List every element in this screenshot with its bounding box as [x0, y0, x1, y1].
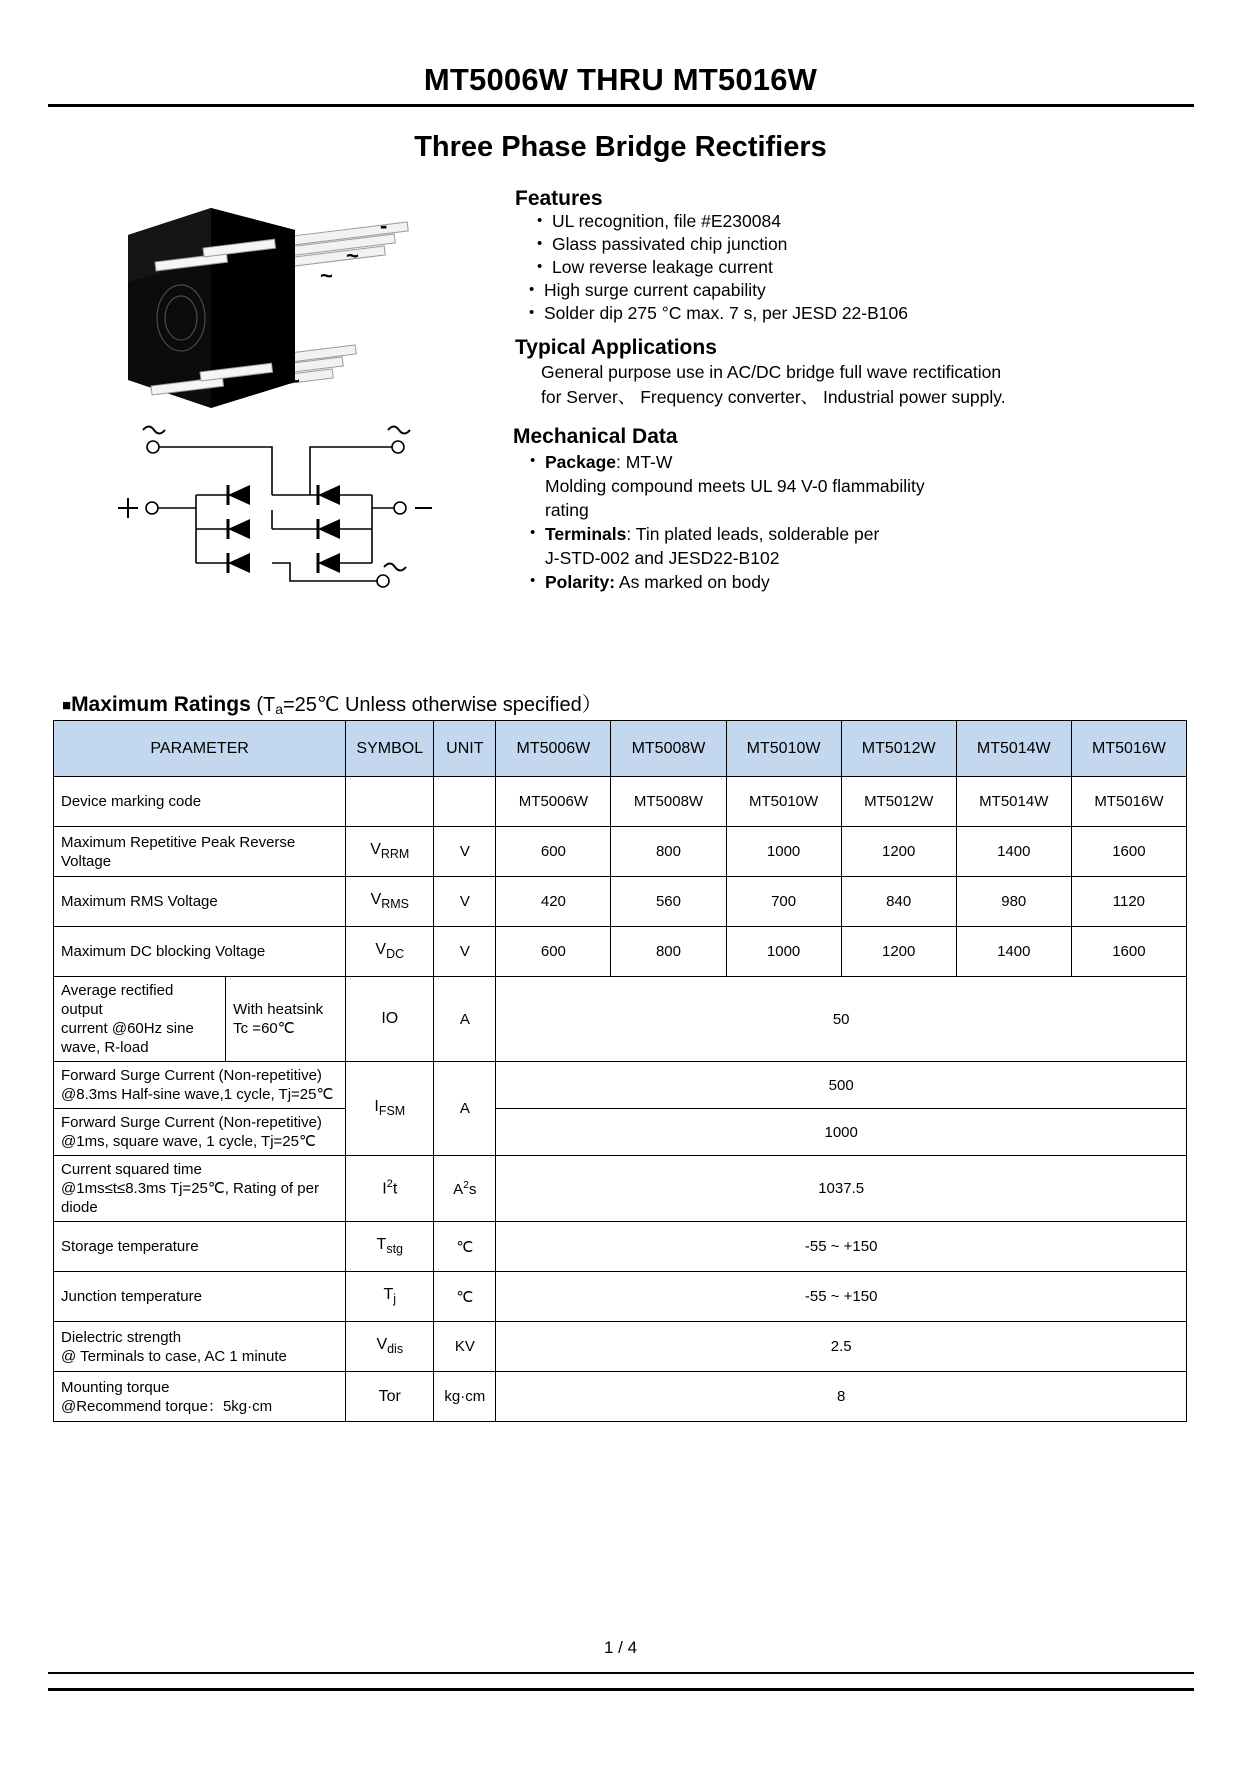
row-unit	[434, 1156, 496, 1222]
symbol-subscript: RRM	[380, 847, 410, 862]
row-merged-value: 8	[496, 1372, 1187, 1422]
row-symbol	[346, 827, 434, 877]
heading-condition: =25℃ Unless otherwise specified）	[283, 694, 602, 716]
row-value: 700	[726, 877, 841, 927]
symbol-main: V	[376, 1336, 388, 1354]
row-symbol: Tor	[346, 1372, 434, 1422]
row-value: 1600	[1071, 927, 1186, 977]
feature-item: • High surge current capability	[529, 279, 908, 302]
header-device-mt5006w: MT5006W	[496, 721, 611, 777]
table-row	[54, 827, 1187, 877]
row-parameter-line: Current squared time	[61, 1161, 202, 1178]
row-parameter-line: current @60Hz sine	[61, 1020, 194, 1037]
symbol-main: V	[375, 941, 387, 959]
header-unit: UNIT	[434, 721, 496, 777]
row-parameter-line: Forward Surge Current (Non-repetitive)	[61, 1067, 322, 1084]
row-parameter	[54, 1156, 346, 1222]
row-value: 600	[496, 827, 611, 877]
row-value: 1400	[956, 927, 1071, 977]
mechanical-heading: Mechanical Data	[513, 425, 678, 448]
feature-item: • Glass passivated chip junction	[537, 233, 908, 256]
row-parameter-line: Dielectric strength	[61, 1328, 182, 1346]
header-device-mt5010w: MT5010W	[726, 721, 841, 777]
package-note-line-1: Molding compound meets UL 94 V-0 flammability	[545, 476, 925, 496]
heading-square-marker: ■	[62, 697, 72, 714]
row-parameter-line: @1ms, square wave, 1 cycle, Tj=25℃	[61, 1133, 316, 1150]
row-symbol	[346, 1272, 434, 1322]
applications-text	[541, 360, 1006, 410]
row-unit: ℃	[434, 1222, 496, 1272]
row-merged-value: 1037.5	[496, 1156, 1187, 1222]
row-merged-value: 50	[496, 977, 1187, 1062]
row-value: 600	[496, 927, 611, 977]
row-unit: A	[434, 1062, 496, 1156]
bridge-schematic-svg	[110, 415, 440, 600]
symbol-subscript: j	[393, 1292, 397, 1307]
page-title: MT5006W THRU MT5016W	[423, 62, 818, 97]
mechanical-terminals-item	[530, 522, 925, 546]
row-value: 1400	[956, 827, 1071, 877]
terminals-label: Terminals	[545, 524, 627, 544]
row-unit: KV	[434, 1322, 496, 1372]
row-symbol	[346, 1322, 434, 1372]
row-symbol	[346, 1156, 434, 1222]
header-parameter: PARAMETER	[54, 721, 346, 777]
table-row	[54, 777, 1187, 827]
row-value: 1000	[726, 827, 841, 877]
symbol-subscript: stg	[386, 1242, 403, 1257]
table-row	[54, 977, 1187, 1062]
feature-item: • UL recognition, file #E230084	[537, 210, 908, 233]
symbol-subscript: dis	[387, 1342, 404, 1357]
row-symbol: IO	[346, 977, 434, 1062]
mechanical-polarity-item	[530, 570, 925, 594]
package-value: : MT-W	[616, 452, 673, 472]
package-ac-label-3: ~	[287, 368, 300, 393]
row-parameter	[54, 1062, 346, 1109]
row-merged-value: -55 ~ +150	[496, 1272, 1187, 1322]
row-unit	[434, 777, 496, 827]
table-row	[54, 1372, 1187, 1422]
row-value: MT5016W	[1071, 777, 1186, 827]
row-value: 840	[841, 877, 956, 927]
row-merged-value: -55 ~ +150	[496, 1222, 1187, 1272]
row-value: 1120	[1071, 877, 1186, 927]
package-label: Package	[545, 452, 617, 472]
row-parameter-line: @ Terminals to case, AC 1 minute	[61, 1347, 287, 1365]
heading-strong-text: Maximum Ratings	[71, 693, 251, 716]
row-symbol	[346, 1222, 434, 1272]
row-unit: kg·cm	[434, 1372, 496, 1422]
row-unit: V	[434, 927, 496, 977]
applications-line: General purpose use in AC/DC bridge full wave rectification	[541, 362, 1002, 382]
package-minus-label: -	[380, 213, 388, 238]
header-device-mt5012w: MT5012W	[841, 721, 956, 777]
row-unit: ℃	[434, 1272, 496, 1322]
polarity-label: Polarity:	[545, 572, 616, 592]
row-condition-line: With heatsink	[233, 1001, 324, 1018]
mechanical-package-item	[530, 450, 925, 474]
row-parameter: Maximum DC blocking Voltage	[54, 927, 346, 977]
header-device-mt5008w: MT5008W	[611, 721, 726, 777]
maximum-ratings-table	[53, 720, 1187, 1422]
row-value: 1600	[1071, 827, 1186, 877]
row-merged-value: 500	[496, 1062, 1187, 1109]
row-merged-value: 1000	[496, 1109, 1187, 1156]
row-parameter-line: Average rectified output	[61, 982, 174, 1018]
row-value: 1200	[841, 927, 956, 977]
heading-paren: (T	[250, 694, 276, 716]
symbol-main: V	[370, 841, 381, 859]
row-parameter	[54, 827, 346, 877]
unit-tail: s	[469, 1181, 477, 1198]
row-value: 1000	[726, 927, 841, 977]
applications-heading: Typical Applications	[515, 336, 717, 359]
header-device-mt5014w: MT5014W	[956, 721, 1071, 777]
terminals-note: J-STD-002 and JESD22-B102	[545, 548, 780, 568]
row-parameter	[54, 1322, 346, 1372]
row-symbol	[346, 1062, 434, 1156]
package-ac-label-1: ~	[346, 243, 359, 268]
row-symbol	[346, 927, 434, 977]
row-merged-value: 2.5	[496, 1322, 1187, 1372]
row-parameter: Storage temperature	[54, 1222, 346, 1272]
features-list	[537, 210, 908, 325]
row-parameter-line: @1ms≤t≤8.3ms Tj=25℃, Rating of per	[61, 1180, 319, 1197]
row-parameter: Device marking code	[54, 777, 346, 827]
row-parameter: Maximum RMS Voltage	[54, 877, 346, 927]
table-row	[54, 1156, 1187, 1222]
unit-main: A	[453, 1181, 464, 1198]
row-value: 1200	[841, 827, 956, 877]
features-heading: Features	[515, 187, 603, 210]
row-value: 800	[611, 827, 726, 877]
row-parameter-line: diode	[61, 1199, 98, 1216]
table-row	[54, 877, 1187, 927]
row-value: 560	[611, 877, 726, 927]
table-header-row	[54, 721, 1187, 777]
symbol-main: T	[383, 1286, 394, 1304]
row-value: MT5008W	[611, 777, 726, 827]
row-parameter-line: @8.3ms Half-sine wave,1 cycle, Tj=25℃	[61, 1086, 334, 1103]
feature-item: • Solder dip 275 °C max. 7 s, per JESD 22-B106	[529, 302, 908, 325]
row-symbol	[346, 877, 434, 927]
row-parameter-line: Maximum Repetitive Peak Reverse	[61, 833, 296, 851]
product-subtitle: Three Phase Bridge Rectifiers	[414, 131, 827, 163]
row-value: 980	[956, 877, 1071, 927]
header-symbol: SYMBOL	[346, 721, 434, 777]
symbol-tail: t	[392, 1180, 398, 1198]
symbol-subscript: RMS	[381, 897, 409, 912]
footer-divider-thick	[48, 1688, 1194, 1691]
row-parameter-line: @Recommend torque：5kg·cm	[61, 1397, 273, 1415]
package-illustration	[115, 190, 515, 410]
symbol-superscript: 2	[386, 1178, 393, 1191]
table-row	[54, 927, 1187, 977]
header-device-mt5016w: MT5016W	[1071, 721, 1186, 777]
bridge-schematic	[110, 415, 440, 600]
row-parameter-line: wave, R-load	[61, 1039, 149, 1056]
row-value: MT5006W	[496, 777, 611, 827]
row-value: MT5010W	[726, 777, 841, 827]
page-number: 1 / 4	[603, 1638, 638, 1657]
symbol-main: T	[376, 1236, 387, 1254]
table-row	[54, 1272, 1187, 1322]
table-row	[54, 1109, 1187, 1156]
heading-subscript: a	[275, 701, 283, 717]
row-condition	[226, 977, 346, 1062]
row-parameter-line: Mounting torque	[61, 1378, 170, 1396]
package-ac-label-2: ~	[320, 263, 333, 288]
row-parameter	[54, 977, 226, 1062]
table-row	[54, 1322, 1187, 1372]
row-parameter	[54, 1372, 346, 1422]
row-unit: A	[434, 977, 496, 1062]
symbol-main: I	[374, 1098, 379, 1116]
package-note-line-2: rating	[545, 500, 589, 520]
symbol-main: I	[382, 1180, 387, 1198]
unit-superscript: 2	[463, 1179, 469, 1191]
row-value: MT5012W	[841, 777, 956, 827]
terminals-value: : Tin plated leads, solderable per	[626, 524, 880, 544]
polarity-value: As marked on body	[615, 572, 770, 592]
symbol-subscript: FSM	[378, 1104, 406, 1119]
package-plus-label: +	[239, 378, 252, 403]
mechanical-list	[530, 450, 925, 594]
row-value: 800	[611, 927, 726, 977]
row-unit: V	[434, 827, 496, 877]
row-condition-line: Tc =60℃	[233, 1020, 295, 1037]
row-parameter-line: Voltage	[61, 852, 112, 870]
table-row	[54, 1222, 1187, 1272]
row-unit: V	[434, 877, 496, 927]
row-value: MT5014W	[956, 777, 1071, 827]
symbol-main: V	[370, 891, 382, 909]
header-divider	[48, 104, 1194, 107]
row-parameter: Junction temperature	[54, 1272, 346, 1322]
row-symbol	[346, 777, 434, 827]
row-parameter	[54, 1109, 346, 1156]
feature-item: • Low reverse leakage current	[537, 256, 908, 279]
package-drawing-svg	[115, 190, 515, 410]
footer-divider-thin	[48, 1672, 1194, 1674]
row-parameter-line: Forward Surge Current (Non-repetitive)	[61, 1114, 322, 1131]
maximum-ratings-heading	[62, 688, 602, 717]
applications-line: for Server、 Frequency converter、 Industrial power supply.	[541, 387, 1006, 407]
row-value: 420	[496, 877, 611, 927]
symbol-subscript: DC	[386, 947, 405, 962]
table-row	[54, 1062, 1187, 1109]
